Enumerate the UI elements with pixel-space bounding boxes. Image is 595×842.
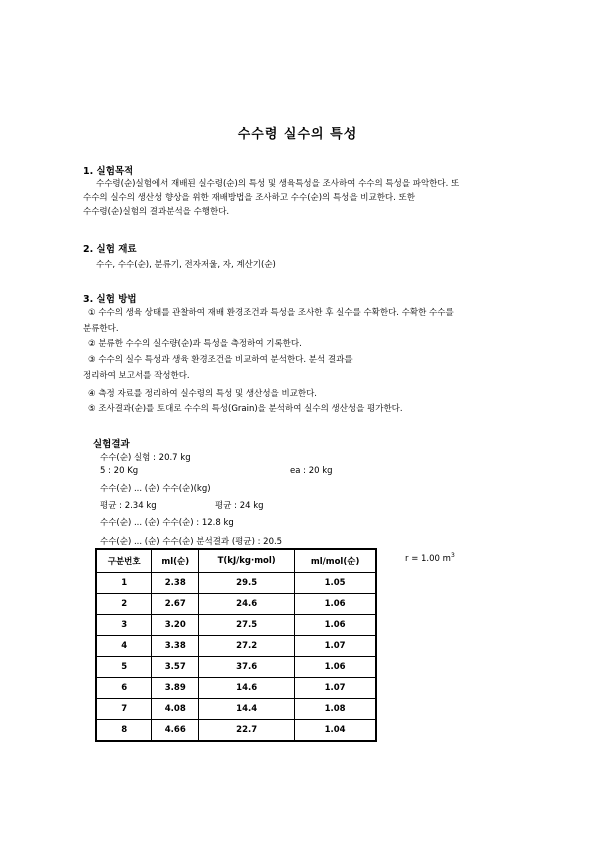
section-3-line-2: 분류한다. xyxy=(83,324,119,334)
table-row xyxy=(96,657,376,678)
section-3-line-3: ② 분류한 수수의 실수량(순)과 특성을 측정하여 기록한다. xyxy=(88,339,302,349)
table-cell: 37.6 xyxy=(199,657,295,678)
section-1-line-2: 수수의 실수의 생산성 향상을 위한 재배방법을 조사하고 수수(순)의 특성을 비교한다. 또한 xyxy=(83,193,415,203)
table-cell: 2 xyxy=(96,594,152,615)
table-cell: 7 xyxy=(96,699,152,720)
table-cell: 3.38 xyxy=(152,636,199,657)
table-cell: 4 xyxy=(96,636,152,657)
table-cell: 3.20 xyxy=(152,615,199,636)
col-header: 구분번호 xyxy=(96,549,152,573)
table-row xyxy=(96,615,376,636)
table-cell: 29.5 xyxy=(199,573,295,594)
table-cell: 14.6 xyxy=(199,678,295,699)
table-cell: 24.6 xyxy=(199,594,295,615)
table-cell: 1.04 xyxy=(295,720,376,742)
section-3-line-6: ④ 측정 자료를 정리하여 실수령의 특성 및 생산성을 비교한다. xyxy=(88,389,318,399)
section-3-line-1: ① 수수의 생육 상태를 관찰하여 재배 환경조건과 특성을 조사한 후 실수를 수확한다. 수확한 수수를 xyxy=(88,308,454,318)
results-line-6: 수수(순) ... (순) 수수(순) 분석결과 (평균) : 20.5 xyxy=(100,537,283,547)
table-cell: 14.4 xyxy=(199,699,295,720)
results-table xyxy=(95,548,377,742)
table-cell: 1.06 xyxy=(295,657,376,678)
results-line-2b: ea : 20 kg xyxy=(290,466,333,476)
table-row xyxy=(96,636,376,657)
table-cell: 4.66 xyxy=(152,720,199,742)
section-2-line-1: 수수, 수수(순), 분류기, 전자저울, 자, 계산기(순) xyxy=(96,260,276,270)
table-cell: 1.07 xyxy=(295,678,376,699)
section-2-heading: 2. 실험 재료 xyxy=(83,244,137,255)
section-3-line-4: ③ 수수의 실수 특성과 생육 환경조건을 비교하여 분석한다. 분석 결과를 xyxy=(88,355,353,365)
table-cell: 8 xyxy=(96,720,152,742)
section-3-line-7: ⑤ 조사결과(순)를 토대로 수수의 특성(Grain)을 분석하여 실수의 생산성을 평가한다. xyxy=(88,404,403,414)
col-header: T(kJ/kg·mol) xyxy=(199,549,295,573)
table-cell: 1.06 xyxy=(295,615,376,636)
table-row xyxy=(96,720,376,742)
table-row xyxy=(96,594,376,615)
table-cell: 1 xyxy=(96,573,152,594)
side-note-sup: 3 xyxy=(450,552,455,559)
table-cell: 2.67 xyxy=(152,594,199,615)
table-cell: 6 xyxy=(96,678,152,699)
results-heading: 실험결과 xyxy=(93,439,130,450)
table-row xyxy=(96,573,376,594)
side-note xyxy=(405,552,455,564)
table-cell: 27.5 xyxy=(199,615,295,636)
table-cell: 1.07 xyxy=(295,636,376,657)
section-1-line-1: 수수령(순)실험에서 재배된 실수령(순)의 특성 및 생육특성을 조사하여 수수의 특성을 파악한다. 또 xyxy=(96,179,460,189)
results-line-3: 수수(순) ... (순) 수수(순)(kg) xyxy=(100,484,211,494)
table-cell: 3 xyxy=(96,615,152,636)
results-line-4a: 평균 : 2.34 kg xyxy=(100,501,157,511)
section-1-heading: 1. 실험목적 xyxy=(83,166,134,177)
table-row xyxy=(96,678,376,699)
results-line-5: 수수(순) ... (순) 수수(순) : 12.8 kg xyxy=(100,518,234,528)
table-cell: 1.08 xyxy=(295,699,376,720)
results-line-1: 수수(순) 실험 : 20.7 kg xyxy=(100,453,191,463)
side-note-text: r = 1.00 m xyxy=(405,553,451,564)
section-3-heading: 3. 실험 방법 xyxy=(83,294,137,305)
section-3-line-5: 정리하여 보고서를 작성한다. xyxy=(83,371,190,381)
table-cell: 22.7 xyxy=(199,720,295,742)
page-title: 수수령 실수의 특성 xyxy=(237,127,358,142)
results-line-2a: 5 : 20 Kg xyxy=(100,466,139,476)
col-header: ml/mol(순) xyxy=(295,549,376,573)
table-cell: 27.2 xyxy=(199,636,295,657)
table-cell: 3.89 xyxy=(152,678,199,699)
table-cell: 4.08 xyxy=(152,699,199,720)
results-line-4b: 평균 : 24 kg xyxy=(215,501,264,511)
table-cell: 1.06 xyxy=(295,594,376,615)
table-cell: 2.38 xyxy=(152,573,199,594)
table-row xyxy=(96,699,376,720)
table-cell: 3.57 xyxy=(152,657,199,678)
section-1-line-3: 수수령(순)실험의 결과분석을 수행한다. xyxy=(83,207,230,217)
table-cell: 5 xyxy=(96,657,152,678)
table-cell: 1.05 xyxy=(295,573,376,594)
table-header-row xyxy=(96,549,376,573)
col-header: ml(순) xyxy=(152,549,199,573)
